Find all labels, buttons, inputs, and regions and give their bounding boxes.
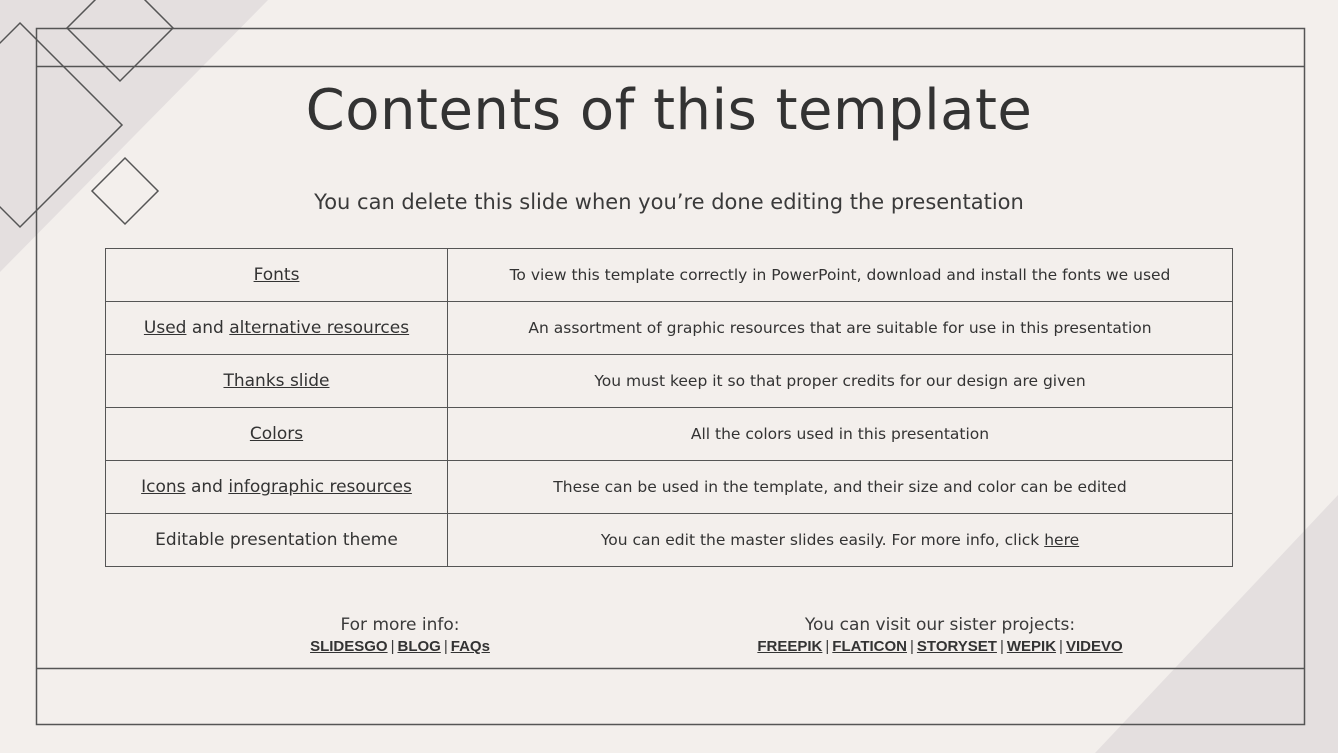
more-info-label: For more info: <box>340 615 460 635</box>
row-description-cell <box>448 408 1233 461</box>
link-faqs[interactable]: FAQs <box>450 638 490 655</box>
separator: | <box>999 638 1004 655</box>
link-wepik[interactable]: WEPIK <box>1006 638 1057 655</box>
text: and <box>186 318 230 338</box>
row-title-cell <box>106 302 448 355</box>
row-description-cell <box>448 249 1233 302</box>
row-description-cell <box>448 514 1233 567</box>
table-row <box>106 249 1233 302</box>
text: All the colors used in this presentation <box>690 425 990 443</box>
row-description-cell <box>448 355 1233 408</box>
link[interactable]: Colors <box>249 424 304 444</box>
text: These can be used in the template, and their size and color can be edited <box>553 478 1127 496</box>
link-storyset[interactable]: STORYSET <box>916 638 997 655</box>
link[interactable]: here <box>1044 531 1080 549</box>
link-freepik[interactable]: FREEPIK <box>757 638 823 655</box>
page-subtitle: You can delete this slide when you’re done editing the presentation <box>314 190 1024 214</box>
text: You can edit the master slides easily. For more info, click <box>600 531 1045 549</box>
table-row <box>106 302 1233 355</box>
sister-projects-label: You can visit our sister projects: <box>804 615 1076 635</box>
link[interactable]: Fonts <box>253 265 300 285</box>
row-title-cell <box>106 249 448 302</box>
table-row <box>106 355 1233 408</box>
row-title-cell <box>106 461 448 514</box>
row-title-cell <box>106 514 448 567</box>
link-flaticon[interactable]: FLATICON <box>832 638 908 655</box>
link-videvo[interactable]: VIDEVO <box>1065 638 1123 655</box>
separator: | <box>390 638 395 655</box>
table-row <box>106 461 1233 514</box>
footer-sister-projects <box>690 614 1190 658</box>
link[interactable]: Thanks slide <box>223 371 330 391</box>
sister-projects-links <box>690 636 1190 658</box>
link[interactable]: Icons <box>141 477 186 497</box>
separator: | <box>825 638 830 655</box>
link[interactable]: infographic resources <box>228 477 412 497</box>
row-description-cell <box>448 461 1233 514</box>
text: and <box>185 477 229 497</box>
row-title-cell <box>106 408 448 461</box>
row-description-cell <box>448 302 1233 355</box>
page-title: Contents of this template <box>305 78 1033 143</box>
table-row <box>106 514 1233 567</box>
contents-table <box>105 248 1233 567</box>
link[interactable]: alternative resources <box>229 318 410 338</box>
text: An assortment of graphic resources that are suitable for use in this presentation <box>528 319 1152 337</box>
more-info-links <box>240 636 560 658</box>
text: To view this template correctly in PowerPoint, download and install the fonts we used <box>509 266 1171 284</box>
link[interactable]: Used <box>143 318 187 338</box>
table-row <box>106 408 1233 461</box>
separator: | <box>1059 638 1063 655</box>
separator: | <box>443 638 448 655</box>
separator: | <box>910 638 914 655</box>
row-title-cell <box>106 355 448 408</box>
footer-more-info <box>240 614 560 658</box>
link-slidesgo[interactable]: SLIDESGO <box>310 638 388 655</box>
text: You must keep it so that proper credits for our design are given <box>594 372 1086 390</box>
text: Editable presentation theme <box>155 530 398 550</box>
link-blog[interactable]: BLOG <box>397 638 441 655</box>
